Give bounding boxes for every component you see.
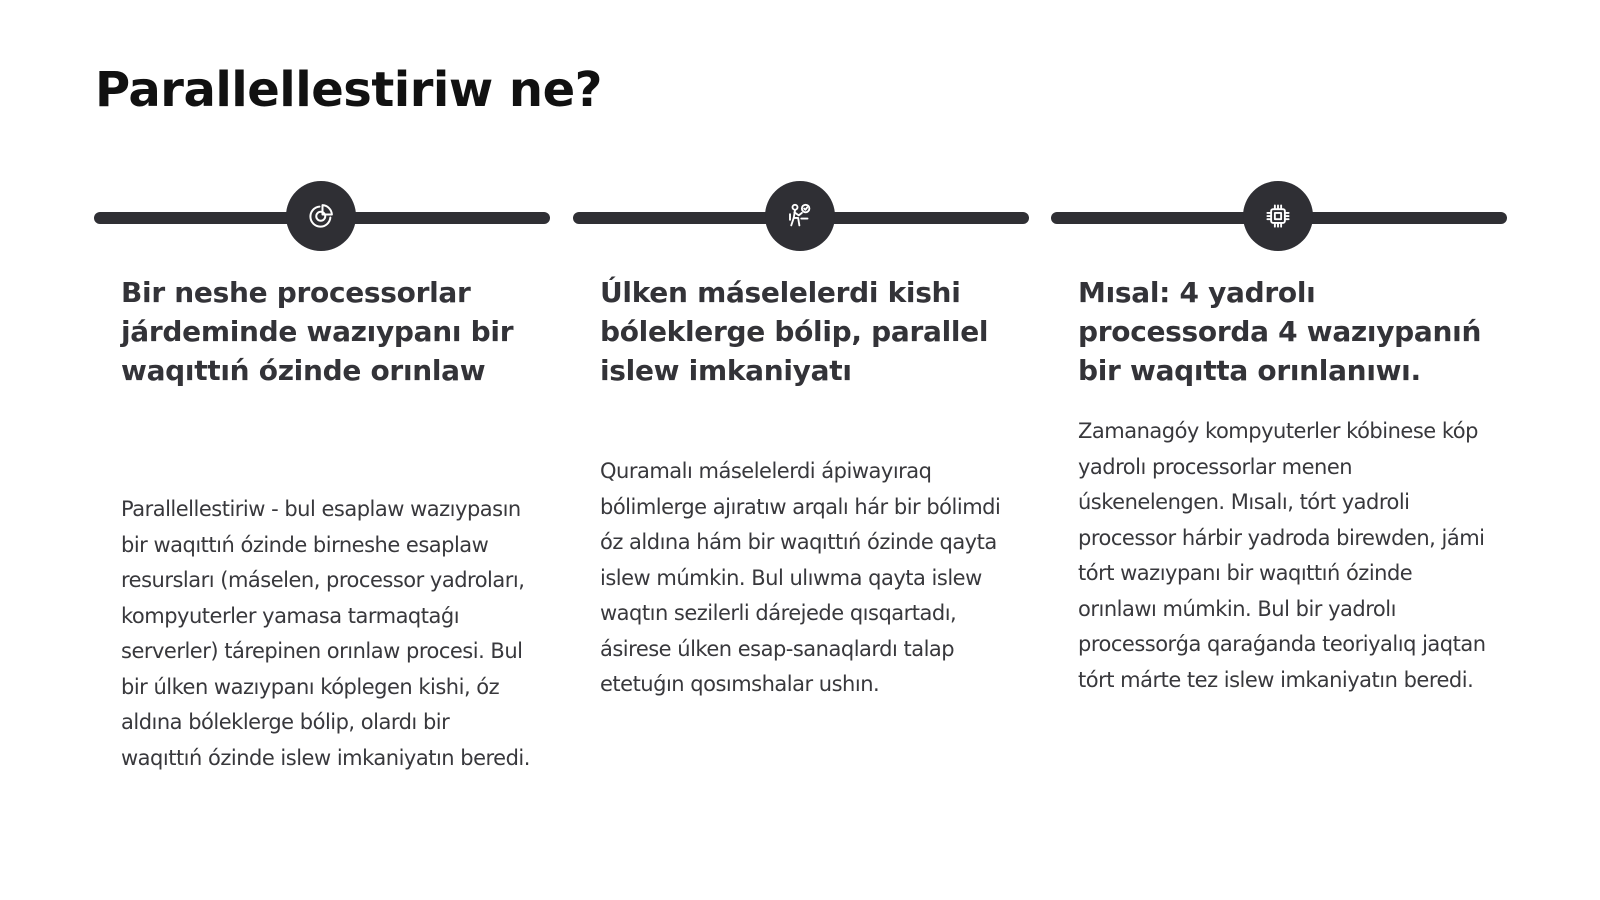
column-body: Zamanagóy kompyuterler kóbinese kóp yadrolı processorlar menen úskenelengen. Mısalı, tórt yadroli processor hárbir yadroda birewden, jámi tórt wazıypanı bir waqıttıń ózinde orınlawı múmkin. Bul bir yadrolı processorǵa qaraǵanda teoriyalıq jaqtan tórt márte tez islew imkaniyatın beredi. — [1078, 419, 1486, 692]
step-node-1 — [286, 181, 356, 251]
column-heading: Mısal: 4 yadrolı processorda 4 wazıypanıń bir waqıtta orınlanıwı. — [1078, 276, 1482, 387]
column-2 — [573, 178, 1029, 878]
person-working-icon — [785, 201, 815, 231]
pie-chart-icon — [306, 201, 336, 231]
column-body: Quramalı máselelerdi ápiwayıraq bólimlerge ajıratıw arqalı hár bir bólimdi óz aldına hám bir waqıttıń ózinde qayta islew múmkin. Bul ulıwma qayta islew waqtın sezilerli dárejede qısqartadı, ásirese úlken esap-sanaqlardı talap etetuǵın qosımshalar ushın. — [600, 459, 1001, 696]
step-node-2 — [765, 181, 835, 251]
page-title: Parallellestiriw ne? — [95, 62, 602, 118]
column-heading: Úlken máselelerdi kishi bóleklerge bólip, parallel islew imkaniyatı — [600, 276, 989, 387]
column-heading: Bir neshe processorlar járdeminde wazıypanı bir waqıttıń ózinde orınlaw — [121, 276, 514, 387]
column-3 — [1051, 178, 1507, 878]
cpu-chip-icon — [1263, 201, 1293, 231]
column-body: Parallellestiriw - bul esaplaw wazıypasın bir waqıttıń ózinde birneshe esaplaw resursları (máselen, processor yadroları, kompyuterler yamasa tarmaqtaǵı serverler) tárepinen orınlaw procesi. Bul bir úlken wazıypanı kóplegen kishi, óz aldına bóleklerge bólip, olardı bir waqıttıń ózinde islew imkaniyatın beredi. — [121, 497, 530, 770]
column-1 — [94, 178, 550, 878]
step-node-3 — [1243, 181, 1313, 251]
